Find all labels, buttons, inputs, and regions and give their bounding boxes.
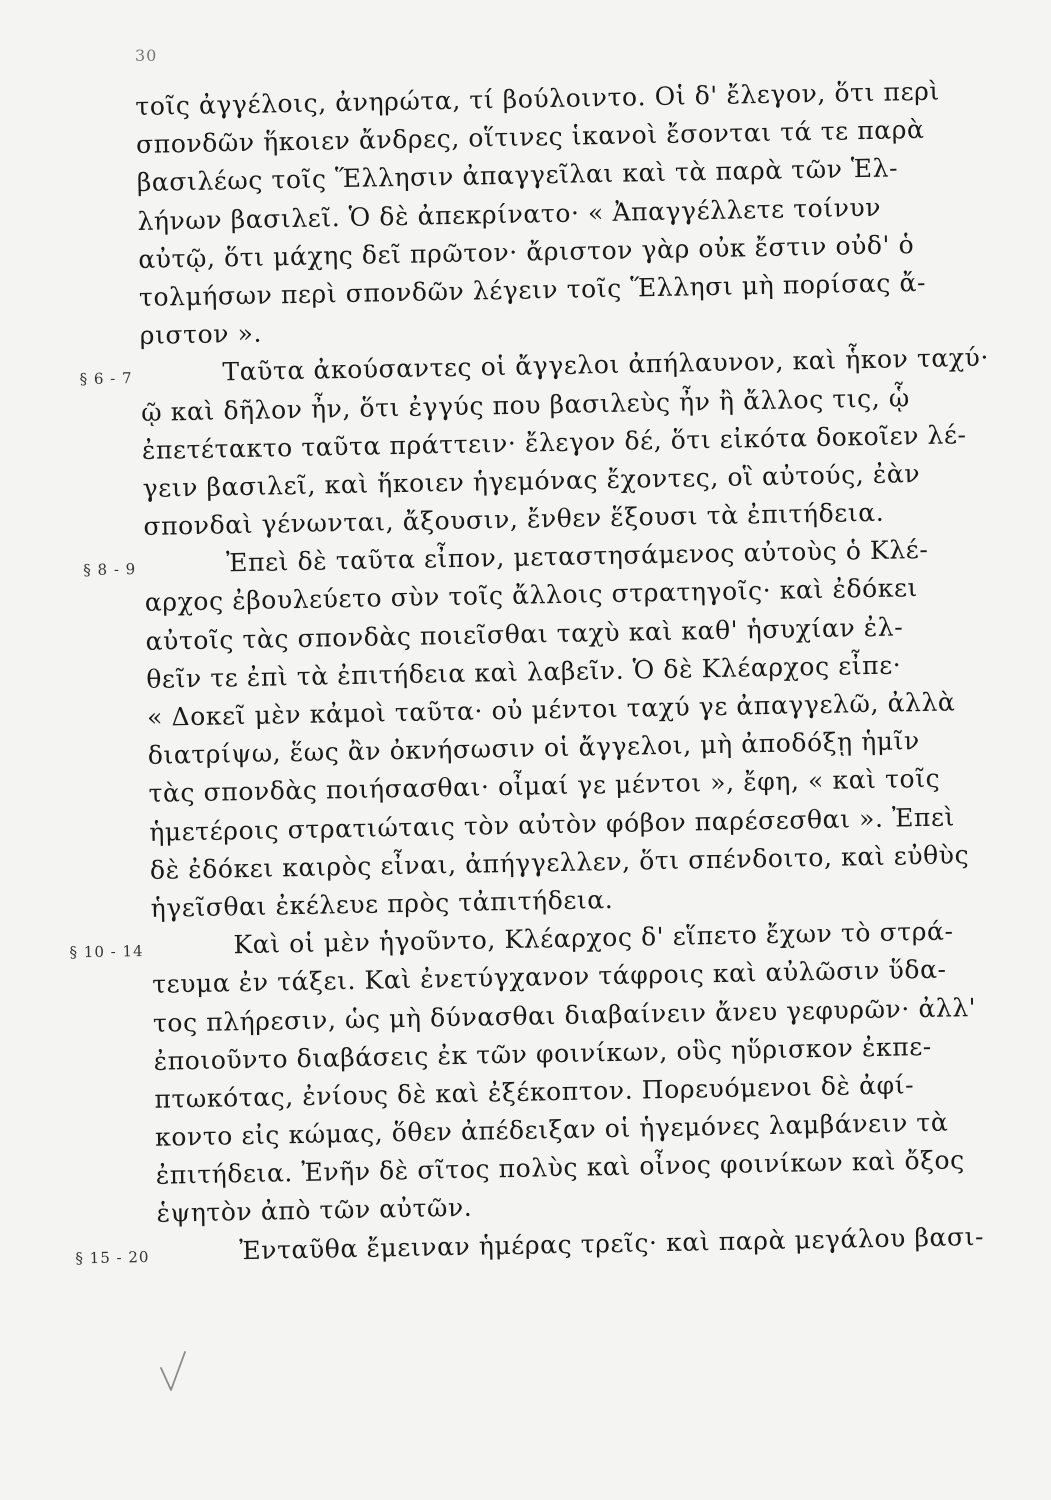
- line-text: ριστον ».: [139, 318, 263, 351]
- line-text: ῷ καὶ δῆλον ἦν, ὅτι ἐγγύς που βασιλεὺς ἦν ἢ ἄλλος τις, ᾧ: [140, 382, 911, 427]
- line-text: γειν βασιλεῖ, καὶ ἥκοιεν ἡγεμόνας ἔχοντες, οἳ αὐτούς, ἐὰν: [142, 458, 921, 503]
- section-marker: § 8 - 9: [83, 560, 137, 580]
- line-text: τευμα ἐν τάξει. Καὶ ἐνετύγχανον τάφροις καὶ αὐλῶσιν ὕδα-: [151, 954, 947, 1000]
- line-text: διατρίψω, ἕως ἂν ὀκνήσωσιν οἱ ἄγγελοι, μὴ ἀποδόξῃ ἡμῖν: [147, 726, 921, 771]
- pencil-checkmark-icon: [158, 1350, 188, 1394]
- line-text: κοντο εἰς κώμας, ὅθεν ἀπέδειξαν οἱ ἡγεμόνες λαμβάνειν τὰ: [154, 1107, 949, 1152]
- line-text: ἡγεῖσθαι ἐκέλευε πρὸς τἀπιτήδεια.: [150, 884, 614, 923]
- line-text: βασιλέως τοῖς Ἕλλησιν ἀπαγγεῖλαι καὶ τὰ παρὰ τῶν Ἑλ-: [136, 153, 899, 198]
- line-text: λήνων βασιλεῖ. Ὁ δὲ ἀπεκρίνατο· « Ἀπαγγέλλετε τοίνυν: [137, 192, 882, 236]
- line-text: σπονδῶν ἥκοιεν ἄνδρες, οἵτινες ἱκανοὶ ἔσονται τά τε παρὰ: [135, 115, 925, 160]
- line-text: Καὶ οἱ μὲν ἡγοῦντο, Κλέαρχος δ' εἵπετο ἔχων τὸ στρά-: [233, 916, 954, 960]
- line-text: αὐτῷ, ὅτι μάχης δεῖ πρῶτον· ἄριστον γὰρ οὐκ ἔστιν οὐδ' ὁ: [138, 229, 915, 274]
- line-text: ἡμετέροις στρατιώταις τὸν αὐτὸν φόβον παρέσεσθαι ». Ἐπεὶ: [149, 801, 956, 847]
- line-text: αὐτοῖς τὰς σπονδὰς ποιεῖσθαι ταχὺ καὶ καθ' ἡσυχίαν ἐλ-: [145, 611, 904, 656]
- line-text: ἐποιοῦντο διαβάσεις ἐκ τῶν φοινίκων, οὓς ηὕρισκον ἐκπε-: [153, 1031, 933, 1076]
- page-number: 30: [135, 46, 158, 65]
- line-text: τος πλήρεσιν, ὡς μὴ δύνασθαι διαβαίνειν ἄνευ γεφυρῶν· ἀλλ': [152, 992, 977, 1038]
- line-text: τὰς σπονδὰς ποιήσασθαι· οἶμαί γε μέντοι », ἔφη, « καὶ τοῖς: [148, 764, 941, 809]
- line-text: αρχος ἐβουλεύετο σὺν τοῖς ἄλλοις στρατηγοῖς· καὶ ἐδόκει: [144, 573, 919, 618]
- section-marker: § 15 - 20: [75, 1247, 150, 1267]
- line-text: ἐπιτήδεια. Ἐνῆν δὲ σῖτος πολὺς καὶ οἶνος φοινίκων καὶ ὄξος: [155, 1145, 966, 1191]
- line-text: θεῖν τε ἐπὶ τὰ ἐπιτήδεια καὶ λαβεῖν. Ὁ δὲ Κλέαρχος εἶπε·: [146, 650, 902, 694]
- line-text: τολμήσων περὶ σπονδῶν λέγειν τοῖς Ἕλλησι μὴ πορίσας ἄ-: [138, 267, 927, 312]
- line-text: τοῖς ἀγγέλοις, ἀνηρώτα, τί βούλοιντο. Οἱ δ' ἔλεγον, ὅτι περὶ: [135, 76, 941, 121]
- line-text: πτωκότας, ἐνίους δὲ καὶ ἐξέκοπτον. Πορευόμενοι δὲ ἀφί-: [154, 1070, 915, 1114]
- line-text: « Δοκεῖ μὲν κἀμοὶ ταῦτα· οὐ μέντοι ταχύ γε ἀπαγγελῶ, ἀλλὰ: [146, 687, 956, 732]
- line-text: ἐπετέτακτο ταῦτα πράττειν· ἔλεγον δέ, ὅτι εἰκότα δοκοῖεν λέ-: [141, 419, 967, 465]
- line-text: Ταῦτα ἀκούσαντες οἱ ἄγγελοι ἀπήλαυνον, καὶ ἧκον ταχύ·: [222, 342, 990, 387]
- line-text: δὲ ἐδόκει καιρὸς εἶναι, ἀπήγγελλεν, ὅτι σπένδοιτο, καὶ εὐθὺς: [149, 839, 970, 885]
- greek-text-body: [69, 71, 1038, 1271]
- line-text: Ἐνταῦθα ἔμειναν ἡμέρας τρεῖς· καὶ παρὰ μεγάλου βασι-: [239, 1221, 985, 1265]
- line-text: ἑψητὸν ἀπὸ τῶν αὐτῶν.: [156, 1193, 473, 1229]
- line-text: Ἐπεὶ δὲ ταῦτα εἶπον, μεταστησάμενος αὐτοὺς ὁ Κλέ-: [225, 535, 929, 578]
- line-text: σπονδαὶ γένωνται, ἄξουσιν, ἔνθεν ἕξουσι τὰ ἐπιτήδεια.: [143, 497, 885, 541]
- section-marker: § 6 - 7: [79, 369, 133, 389]
- section-marker: § 10 - 14: [69, 942, 144, 962]
